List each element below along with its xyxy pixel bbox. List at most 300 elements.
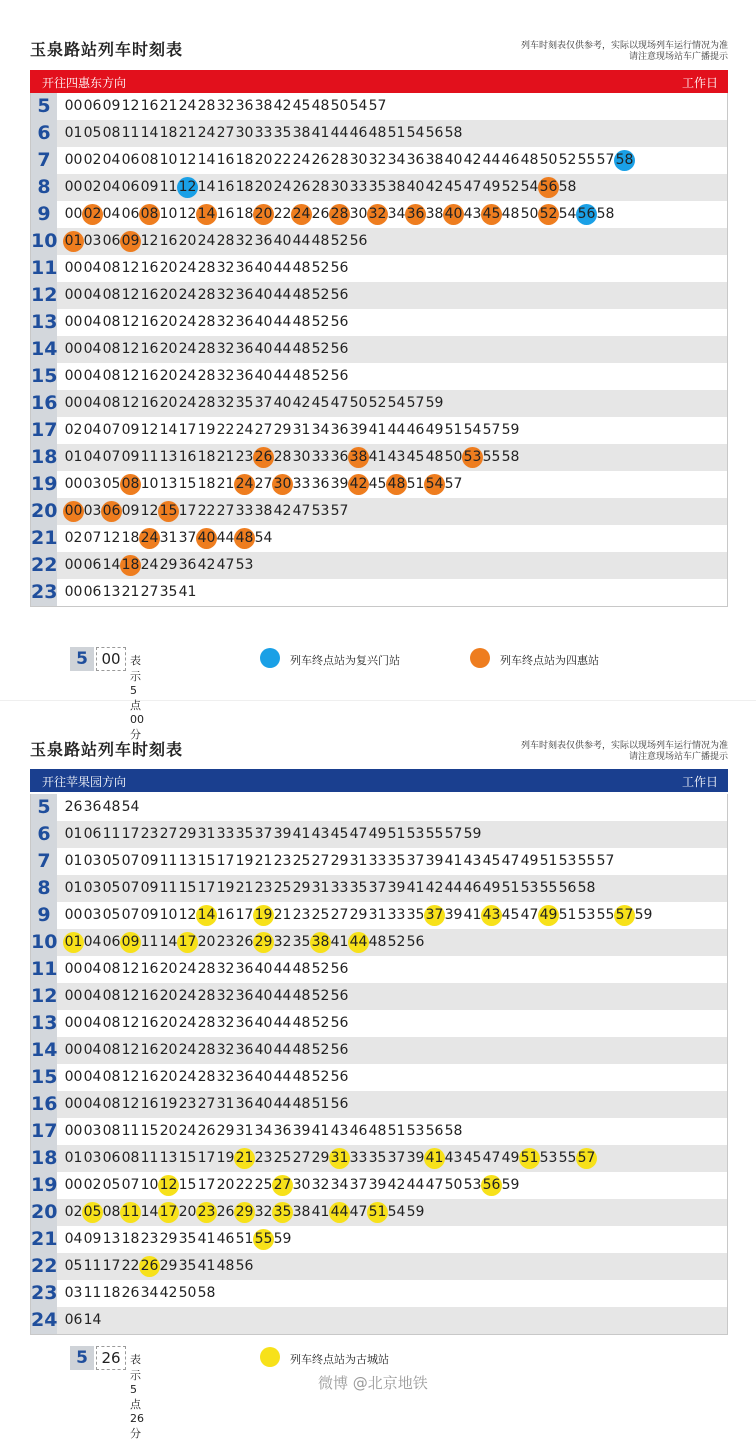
minutes-list	[64, 821, 482, 848]
minute: 52	[387, 934, 406, 950]
minute: 42	[197, 557, 216, 573]
minute: 11	[83, 1285, 102, 1301]
minute: 01	[64, 1150, 83, 1166]
minutes-list	[64, 282, 349, 309]
minute: 26	[292, 179, 311, 195]
minute: 29	[330, 853, 349, 869]
minute: 27	[216, 503, 235, 519]
minute: 52	[311, 368, 330, 384]
minute: 52	[311, 314, 330, 330]
minute: 07	[83, 530, 102, 546]
minute: 14	[197, 152, 216, 168]
minute: 08	[102, 314, 121, 330]
minute: 48	[292, 1015, 311, 1031]
minute: 36	[235, 1069, 254, 1085]
minute: 26	[197, 1123, 216, 1139]
minute: 56	[235, 1258, 254, 1274]
minute: 20	[159, 1069, 178, 1085]
minute: 48	[368, 1123, 387, 1139]
hour-label: 21	[31, 1226, 57, 1253]
minute: 51	[387, 125, 406, 141]
minute: 35	[235, 395, 254, 411]
minute: 18	[121, 530, 140, 546]
minute: 00	[64, 260, 83, 276]
minutes-list	[64, 174, 577, 201]
minute: 56	[330, 1096, 349, 1112]
minute: 39	[444, 907, 463, 923]
minute: 10	[159, 907, 178, 923]
hour-label: 8	[31, 174, 57, 201]
hour-row-10	[31, 228, 727, 255]
minute: 08	[102, 395, 121, 411]
minute: 16	[216, 206, 235, 222]
minute: 16	[140, 314, 159, 330]
minute-yellow-terminal: 56	[482, 1172, 501, 1199]
minute: 29	[273, 422, 292, 438]
hour-row-17	[31, 417, 727, 444]
minutes-list	[64, 525, 273, 552]
minute: 04	[83, 368, 102, 384]
minute: 08	[102, 1096, 121, 1112]
minute: 56	[330, 368, 349, 384]
minute: 25	[273, 1150, 292, 1166]
minute: 23	[140, 1231, 159, 1247]
minute: 52	[311, 287, 330, 303]
minute: 42	[463, 152, 482, 168]
minute: 52	[311, 988, 330, 1004]
minute: 32	[368, 152, 387, 168]
minute: 39	[406, 1150, 425, 1166]
minute-yellow-terminal: 55	[254, 1226, 273, 1253]
page-title: 玉泉路站列车时刻表	[30, 740, 184, 759]
minute: 20	[159, 1042, 178, 1058]
hour-row-13	[31, 1010, 727, 1037]
minute: 28	[197, 368, 216, 384]
minutes-list	[64, 255, 349, 282]
minute: 54	[387, 395, 406, 411]
minute-orange-terminal: 45	[482, 201, 501, 228]
minute: 04	[83, 395, 102, 411]
minute: 08	[102, 341, 121, 357]
minute: 56	[330, 341, 349, 357]
minute-orange-terminal: 28	[330, 201, 349, 228]
minute: 24	[292, 152, 311, 168]
minute: 24	[178, 314, 197, 330]
minute: 52	[311, 1069, 330, 1085]
minute: 33	[292, 476, 311, 492]
minute: 40	[254, 260, 273, 276]
minute: 01	[64, 125, 83, 141]
minute: 38	[292, 1204, 311, 1220]
minute: 34	[140, 1285, 159, 1301]
hour-row-22	[31, 1253, 727, 1280]
minute: 08	[102, 988, 121, 1004]
minute: 40	[254, 314, 273, 330]
minute: 47	[520, 907, 539, 923]
minute: 20	[178, 233, 197, 249]
minute: 32	[311, 1177, 330, 1193]
minute: 03	[83, 880, 102, 896]
minute: 20	[159, 314, 178, 330]
minute: 02	[64, 1204, 83, 1220]
minute: 18	[197, 449, 216, 465]
minute: 31	[159, 530, 178, 546]
minute: 11	[140, 1150, 159, 1166]
hour-row-11	[31, 255, 727, 282]
minute: 37	[349, 1177, 368, 1193]
minute: 44	[273, 341, 292, 357]
hour-row-21	[31, 525, 727, 552]
minute: 06	[102, 934, 121, 950]
minute: 47	[292, 503, 311, 519]
minute: 18	[159, 125, 178, 141]
minute: 14	[83, 1312, 102, 1328]
hour-row-11	[31, 956, 727, 983]
minute: 03	[83, 907, 102, 923]
minute: 35	[406, 907, 425, 923]
minute: 58	[197, 1285, 216, 1301]
minute: 36	[235, 1096, 254, 1112]
minute: 16	[178, 449, 197, 465]
minute: 55	[558, 1150, 577, 1166]
minute: 44	[482, 152, 501, 168]
minute: 58	[596, 206, 615, 222]
legend-dot-icon	[260, 648, 280, 668]
minute: 07	[121, 1177, 140, 1193]
hour-label: 13	[31, 309, 57, 336]
minute: 00	[64, 1123, 83, 1139]
hour-label: 14	[31, 1037, 57, 1064]
legend-explanation: 表示5点26分	[130, 1353, 144, 1440]
minute: 35	[387, 853, 406, 869]
minute: 10	[159, 152, 178, 168]
minute: 17	[178, 422, 197, 438]
minute: 00	[64, 1015, 83, 1031]
minute: 47	[330, 395, 349, 411]
minute: 09	[140, 880, 159, 896]
hour-label: 12	[31, 983, 57, 1010]
minute: 33	[387, 907, 406, 923]
minute: 33	[235, 503, 254, 519]
minute: 29	[349, 907, 368, 923]
minute: 44	[444, 880, 463, 896]
minute: 32	[216, 287, 235, 303]
minute: 45	[501, 907, 520, 923]
minute: 56	[558, 880, 577, 896]
minute: 37	[368, 880, 387, 896]
minute: 13	[159, 476, 178, 492]
minutes-list	[64, 1064, 349, 1091]
minute: 31	[216, 1096, 235, 1112]
minute: 24	[273, 179, 292, 195]
minute: 20	[216, 1177, 235, 1193]
minute-yellow-terminal: 05	[83, 1199, 102, 1226]
minute: 51	[539, 853, 558, 869]
minute: 00	[64, 1069, 83, 1085]
minute: 00	[64, 395, 83, 411]
minute-orange-terminal: 24	[140, 525, 159, 552]
minute: 56	[330, 961, 349, 977]
minute: 09	[140, 179, 159, 195]
legend-hour: 5	[70, 647, 94, 671]
minute: 00	[64, 287, 83, 303]
hour-label: 5	[31, 794, 57, 821]
hour-row-7	[31, 848, 727, 875]
notice-line-1: 列车时刻表仅供参考，实际以现场列车运行情况为准	[520, 741, 728, 751]
minute: 04	[83, 449, 102, 465]
minute: 17	[178, 503, 197, 519]
minute: 16	[140, 341, 159, 357]
minute: 28	[197, 395, 216, 411]
minute: 54	[463, 422, 482, 438]
minute-yellow-terminal: 17	[178, 929, 197, 956]
minute: 30	[292, 449, 311, 465]
minute: 32	[216, 1042, 235, 1058]
minute: 36	[273, 1123, 292, 1139]
minute-orange-terminal: 54	[425, 471, 444, 498]
minute: 12	[178, 206, 197, 222]
hour-row-8	[31, 875, 727, 902]
hour-row-16	[31, 1091, 727, 1118]
minute: 20	[159, 961, 178, 977]
minute: 39	[387, 880, 406, 896]
minute: 52	[311, 1042, 330, 1058]
minute: 29	[159, 1231, 178, 1247]
minute-yellow-terminal: 09	[121, 929, 140, 956]
minute: 05	[102, 907, 121, 923]
minute: 29	[159, 1258, 178, 1274]
hour-row-8	[31, 174, 727, 201]
minute: 10	[140, 476, 159, 492]
minute: 56	[330, 1042, 349, 1058]
minute: 30	[349, 206, 368, 222]
minute: 33	[330, 880, 349, 896]
minute: 12	[178, 152, 197, 168]
minute: 33	[349, 179, 368, 195]
minute-yellow-terminal: 57	[615, 902, 634, 929]
minute: 27	[292, 1150, 311, 1166]
minute: 15	[178, 1150, 197, 1166]
hour-row-22	[31, 552, 727, 579]
minute-orange-terminal: 20	[254, 201, 273, 228]
minute: 04	[102, 206, 121, 222]
minute-orange-terminal: 30	[273, 471, 292, 498]
minute: 06	[83, 826, 102, 842]
minute: 04	[83, 1015, 102, 1031]
minute: 40	[273, 233, 292, 249]
minutes-list	[64, 336, 349, 363]
minute: 45	[463, 1150, 482, 1166]
minute: 20	[254, 179, 273, 195]
minute-yellow-terminal: 38	[311, 929, 330, 956]
minute: 12	[140, 422, 159, 438]
minute: 05	[64, 1258, 83, 1274]
minute: 12	[121, 287, 140, 303]
minute: 12	[121, 1096, 140, 1112]
minute: 17	[216, 853, 235, 869]
minute: 49	[368, 826, 387, 842]
hour-row-14	[31, 1037, 727, 1064]
timetable-grid	[30, 794, 728, 1335]
minute: 48	[216, 1258, 235, 1274]
minute-yellow-terminal: 51	[520, 1145, 539, 1172]
minute: 48	[102, 799, 121, 815]
minute: 19	[197, 422, 216, 438]
minute: 03	[83, 503, 102, 519]
minute: 50	[444, 1177, 463, 1193]
minute: 05	[102, 853, 121, 869]
minute: 57	[596, 152, 615, 168]
legend-explanation: 表示5点00分	[130, 654, 144, 741]
legend-item-label: 列车终点站为古城站	[290, 1353, 389, 1366]
minute: 44	[216, 530, 235, 546]
minute: 44	[292, 233, 311, 249]
minute: 41	[292, 826, 311, 842]
hour-label: 21	[31, 525, 57, 552]
minute: 36	[178, 557, 197, 573]
hour-label: 22	[31, 552, 57, 579]
minutes-list	[64, 390, 444, 417]
minute: 35	[178, 1258, 197, 1274]
minute: 09	[83, 1231, 102, 1247]
minute: 03	[83, 476, 102, 492]
minute: 00	[64, 476, 83, 492]
minute: 24	[178, 1123, 197, 1139]
minute: 38	[425, 206, 444, 222]
minute: 54	[520, 179, 539, 195]
minute: 54	[254, 530, 273, 546]
minute: 37	[254, 395, 273, 411]
notice-line-2: 请注意现场站车广播提示	[628, 52, 728, 62]
minute: 26	[121, 1285, 140, 1301]
minute-yellow-terminal: 49	[539, 902, 558, 929]
minute: 06	[121, 206, 140, 222]
hour-label: 10	[31, 929, 57, 956]
hour-label: 11	[31, 956, 57, 983]
minute: 04	[102, 152, 121, 168]
direction-bar	[30, 769, 728, 792]
minute: 18	[235, 179, 254, 195]
minute: 56	[330, 1069, 349, 1085]
minute: 30	[292, 1177, 311, 1193]
minute: 53	[311, 503, 330, 519]
minute: 00	[64, 1177, 83, 1193]
hour-label: 22	[31, 1253, 57, 1280]
minute: 38	[254, 503, 273, 519]
minute: 17	[102, 1258, 121, 1274]
minutes-list	[64, 1307, 102, 1334]
notice-line-2: 请注意现场站车广播提示	[628, 752, 728, 762]
minute: 16	[159, 233, 178, 249]
minute: 26	[311, 206, 330, 222]
minute: 40	[254, 988, 273, 1004]
minute: 42	[425, 880, 444, 896]
minute-yellow-terminal: 21	[235, 1145, 254, 1172]
minute-orange-terminal: 01	[64, 228, 83, 255]
minute: 44	[273, 1096, 292, 1112]
minute: 44	[387, 422, 406, 438]
minutes-list	[64, 201, 615, 228]
minute: 40	[254, 961, 273, 977]
minute: 47	[349, 826, 368, 842]
minute: 33	[311, 449, 330, 465]
minutes-list	[64, 1118, 463, 1145]
minute: 57	[368, 98, 387, 114]
minute: 16	[140, 1069, 159, 1085]
minute-yellow-terminal: 57	[577, 1145, 596, 1172]
minutes-list	[64, 848, 615, 875]
minute: 56	[425, 125, 444, 141]
minute: 32	[216, 395, 235, 411]
minute: 20	[159, 368, 178, 384]
minute: 44	[273, 1042, 292, 1058]
minute-yellow-terminal: 51	[368, 1199, 387, 1226]
minute: 53	[463, 1177, 482, 1193]
minute-orange-terminal: 06	[102, 498, 121, 525]
minute: 39	[368, 1177, 387, 1193]
day-type-label: 工作日	[681, 76, 718, 90]
legend-minute: 00	[96, 647, 126, 671]
minute-yellow-terminal: 23	[197, 1199, 216, 1226]
minute: 55	[577, 853, 596, 869]
minute-yellow-terminal: 31	[330, 1145, 349, 1172]
minute: 02	[64, 422, 83, 438]
minute: 08	[102, 1069, 121, 1085]
minute: 31	[349, 853, 368, 869]
minute: 11	[159, 880, 178, 896]
minute: 39	[425, 853, 444, 869]
minute: 28	[197, 1069, 216, 1085]
minutes-list	[64, 444, 520, 471]
minute: 12	[121, 395, 140, 411]
minute: 46	[349, 125, 368, 141]
minute: 40	[444, 152, 463, 168]
minute: 32	[216, 988, 235, 1004]
minute: 48	[520, 152, 539, 168]
minute: 54	[121, 799, 140, 815]
minutes-list	[64, 929, 425, 956]
minute: 28	[197, 98, 216, 114]
minute: 07	[121, 853, 140, 869]
minute: 06	[83, 98, 102, 114]
minute: 17	[235, 907, 254, 923]
minute: 24	[178, 988, 197, 1004]
minute: 16	[140, 1096, 159, 1112]
minute-yellow-terminal: 41	[425, 1145, 444, 1172]
hour-label: 5	[31, 93, 57, 120]
minute: 04	[83, 287, 102, 303]
minute: 25	[273, 880, 292, 896]
minute: 46	[463, 880, 482, 896]
minute: 11	[140, 449, 159, 465]
minute-orange-terminal: 15	[159, 498, 178, 525]
minutes-list	[64, 471, 463, 498]
minute: 14	[159, 422, 178, 438]
minute: 40	[254, 368, 273, 384]
minute: 17	[197, 1177, 216, 1193]
notice-text	[521, 741, 728, 763]
minute: 59	[273, 1231, 292, 1247]
minute: 23	[216, 934, 235, 950]
hour-label: 15	[31, 363, 57, 390]
minute-orange-terminal: 02	[83, 201, 102, 228]
minute: 59	[501, 1177, 520, 1193]
weibo-watermark: 微博 @北京地铁	[318, 1374, 428, 1392]
minute: 18	[197, 476, 216, 492]
minute: 46	[501, 152, 520, 168]
notice-line-1: 列车时刻表仅供参考，实际以现场列车运行情况为准	[520, 41, 728, 51]
minute: 13	[159, 449, 178, 465]
